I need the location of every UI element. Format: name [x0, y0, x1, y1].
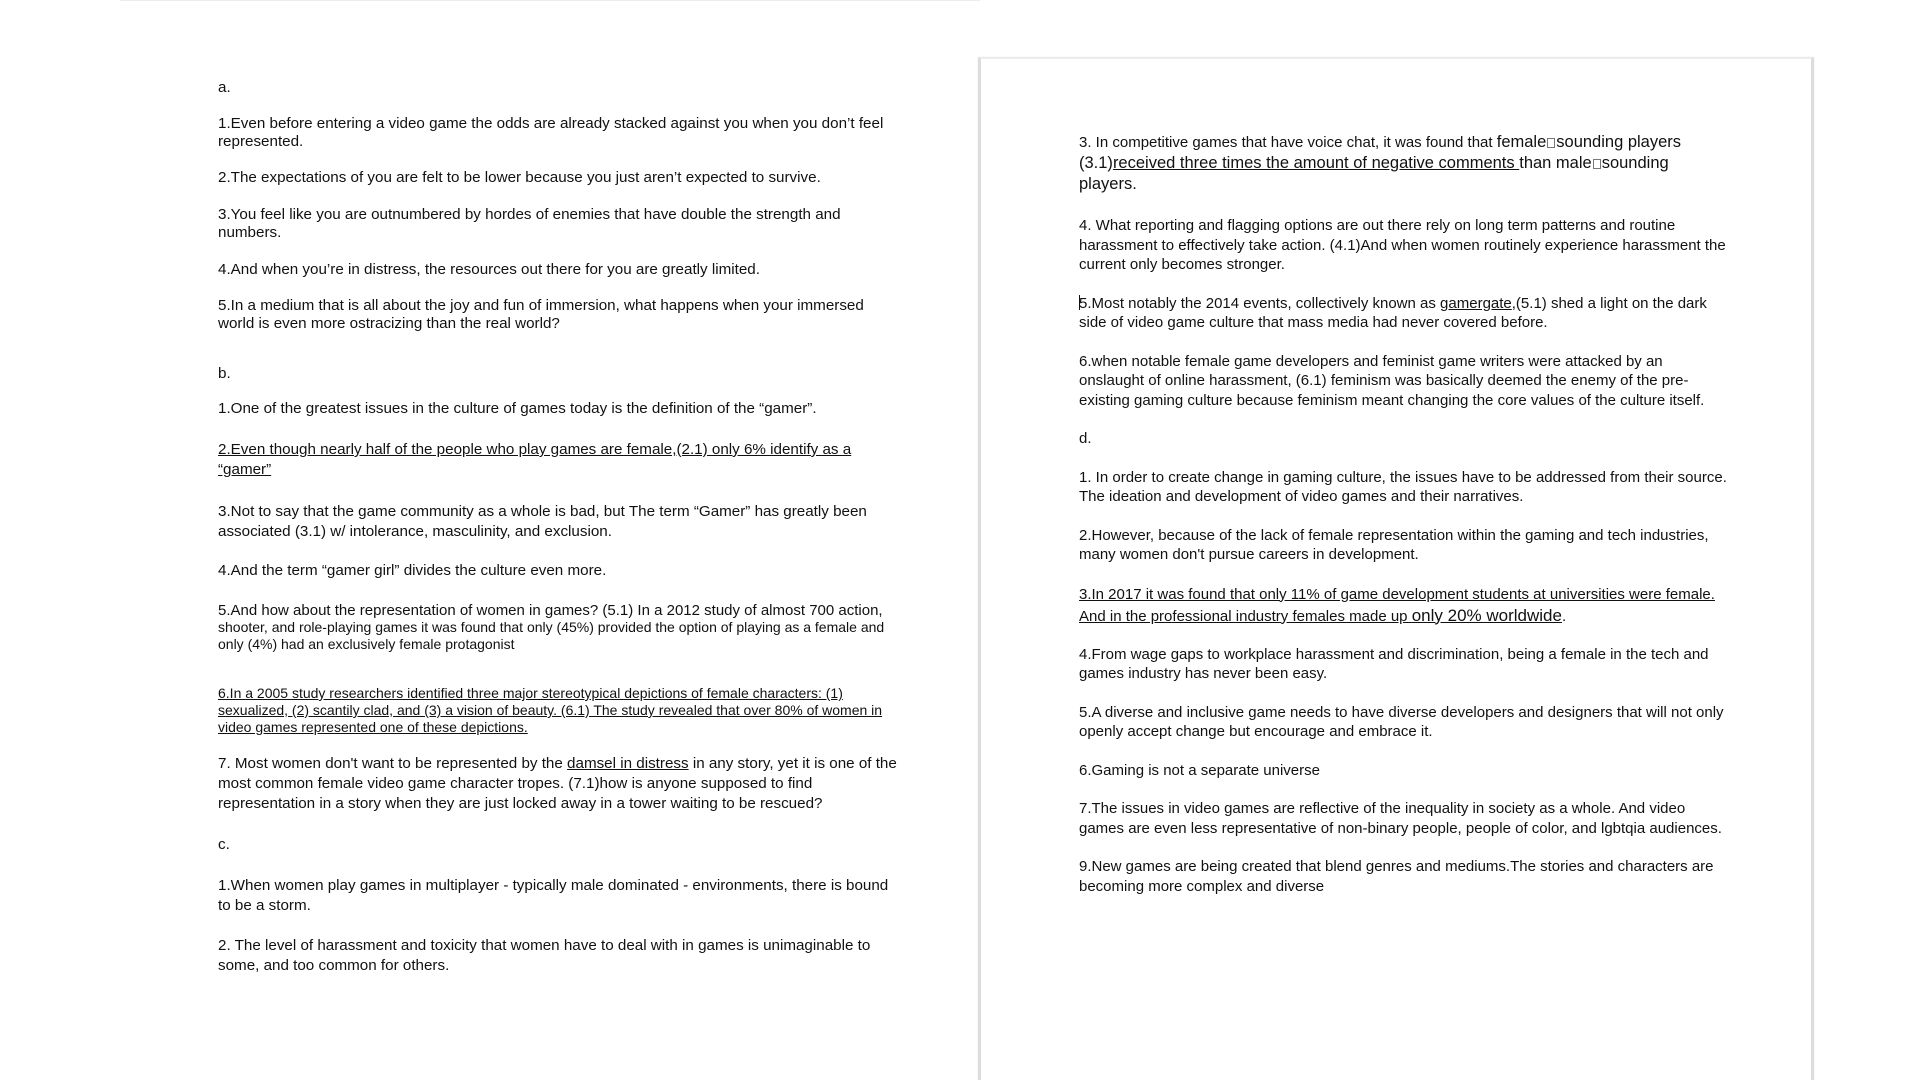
- b-paragraph-3: 3.Not to say that the game community as a whole is bad, but The term “Gamer” has greatly been associated (3.1) w/ intolerance, masculinity, and exclusion.: [218, 503, 867, 540]
- b-paragraph-7-start: 7. Most women don't want to be represented by the: [218, 755, 568, 772]
- a-paragraph-2: 2.The expectations of you are felt to be lower because you just aren’t expected to survive.: [218, 169, 821, 186]
- c5-text-start: 5.Most notably the 2014 events, collectively known as: [1079, 294, 1441, 312]
- page-right-content: [1079, 132, 1727, 896]
- a-paragraph-5: 5.In a medium that is all about the joy and fun of immersion, what happens when your immersed world is even more ostracizing than the real world?: [218, 297, 864, 332]
- section-c-label: c.: [218, 836, 230, 853]
- d-paragraph-6: 6.Gaming is not a separate universe: [1079, 761, 1320, 779]
- section-d-label: d.: [1079, 430, 1092, 447]
- d-paragraph-3: [1079, 584, 1727, 627]
- c3-text-start: 3. In competitive games that have voice chat, it was found that: [1079, 134, 1497, 151]
- d-paragraph-4: 4.From wage gaps to workplace harassment and discrimination, being a female in the tech and games industry has never been easy.: [1079, 645, 1709, 682]
- a-paragraph-3: 3.You feel like you are outnumbered by hordes of enemies that have double the strength and numbers.: [218, 206, 841, 241]
- d3-worldwide-figure: only 20% worldwide: [1411, 605, 1562, 625]
- d-paragraph-2: 2.However, because of the lack of female representation within the gaming and tech industries, many women don't pursue careers in development.: [1079, 526, 1709, 563]
- document-page-left: [120, 0, 980, 1080]
- c-paragraph-1: 1.When women play games in multiplayer - typically male dominated - environments, there is bound to be a storm.: [218, 877, 889, 914]
- c3-than-male: than male: [1519, 154, 1592, 172]
- c-paragraph-4: 4. What reporting and flagging options are out there rely on long term patterns and routine harassment to effectively take action. (4.1)And when women routinely experience harassment the current only becomes stronger.: [1079, 217, 1726, 273]
- d3-text-start: 3.In 2017 it was found that only 11% of game development students at universities were female. And in the professional industry females made up: [1079, 585, 1715, 625]
- section-a-label: a.: [218, 79, 231, 96]
- section-b-label: b.: [218, 365, 231, 382]
- negative-comments-link[interactable]: received three times the amount of negative comments: [1112, 154, 1520, 172]
- page-left-content: [218, 79, 898, 976]
- c5-text-end: ,(5.1) shed a light on the dark side of video game culture that mass media had never covered before.: [1079, 294, 1707, 331]
- c3-players: players.: [1079, 175, 1137, 193]
- a-paragraph-4: 4.And when you’re in distress, the resources out there for you are greatly limited.: [218, 261, 760, 278]
- missing-glyph-box: [1547, 138, 1555, 148]
- b-paragraph-1: 1.One of the greatest issues in the culture of games today is the definition of the “gamer”.: [218, 400, 817, 417]
- d-paragraph-9: 9.New games are being created that blend genres and mediums.The stories and characters are becoming more complex and diverse: [1079, 858, 1714, 895]
- b-paragraph-2: 2.Even though nearly half of the people who play games are female,(2.1) only 6% identify as a “gamer”: [218, 441, 852, 478]
- b-paragraph-6: 6.In a 2005 study researchers identified three major stereotypical depictions of female characters: (1) sexualized, (2) scantily clad, and (3) a vision of beauty. (6.1) The study revealed that over 80% of women in video games represented one of these depictions.: [218, 685, 883, 735]
- d3-period: .: [1561, 607, 1567, 625]
- c-paragraph-5: [1079, 294, 1727, 333]
- c-paragraph-2: 2. The level of harassment and toxicity that women have to deal with in games is unimaginable to some, and too common for others.: [218, 937, 871, 974]
- damsel-in-distress-link[interactable]: damsel in distress: [567, 755, 689, 772]
- b-paragraph-5: [218, 602, 898, 653]
- b-paragraph-5-first-line: 5.And how about the representation of women in games? (5.1) In a 2012 study of almost 700 action,: [218, 602, 883, 619]
- c-paragraph-3: [1079, 132, 1727, 195]
- c3-sounding-players: sounding players: [1556, 133, 1682, 151]
- c3-sounding: sounding: [1601, 154, 1669, 172]
- gamergate-link[interactable]: gamergate: [1440, 294, 1512, 312]
- d-paragraph-5: 5.A diverse and inclusive game needs to have diverse developers and designers that will not only openly accept change but encourage and embrace it.: [1079, 703, 1724, 740]
- d-paragraph-1: 1. In order to create change in gaming culture, the issues have to be addressed from their source. The ideation and development of video games and their narratives.: [1079, 468, 1727, 505]
- b-paragraph-7: [218, 754, 898, 814]
- b-paragraph-7-end: in any story, yet it is one of the most common female video game character tropes. (7.1)how is anyone supposed to find representation in a story when they are just locked away in a tower waiting to be rescued?: [218, 755, 897, 812]
- c3-female-word: female: [1496, 133, 1547, 151]
- document-page-right: [978, 57, 1814, 1080]
- b-paragraph-4: 4.And the term “gamer girl” divides the culture even more.: [218, 562, 607, 579]
- d-paragraph-7: 7.The issues in video games are reflective of the inequality in society as a whole. And video games are even less representative of non-binary people, people of color, and lgbtqia audiences.: [1079, 800, 1722, 837]
- c-paragraph-6: 6.when notable female game developers and feminist game writers were attacked by an onslaught of online harassment, (6.1) feminism was basically deemed the enemy of the pre-existing gaming culture because feminism meant changing the core values of the culture itself.: [1079, 352, 1705, 409]
- a-paragraph-1: 1.Even before entering a video game the odds are already stacked against you when you don’t feel represented.: [218, 115, 884, 150]
- b-paragraph-5-rest: shooter, and role-playing games it was found that only (45%) provided the option of playing as a female and only (4%) had an exclusively female protagonist: [218, 619, 885, 652]
- c3-citation: (3.1): [1079, 154, 1113, 172]
- missing-glyph-box: [1593, 159, 1601, 169]
